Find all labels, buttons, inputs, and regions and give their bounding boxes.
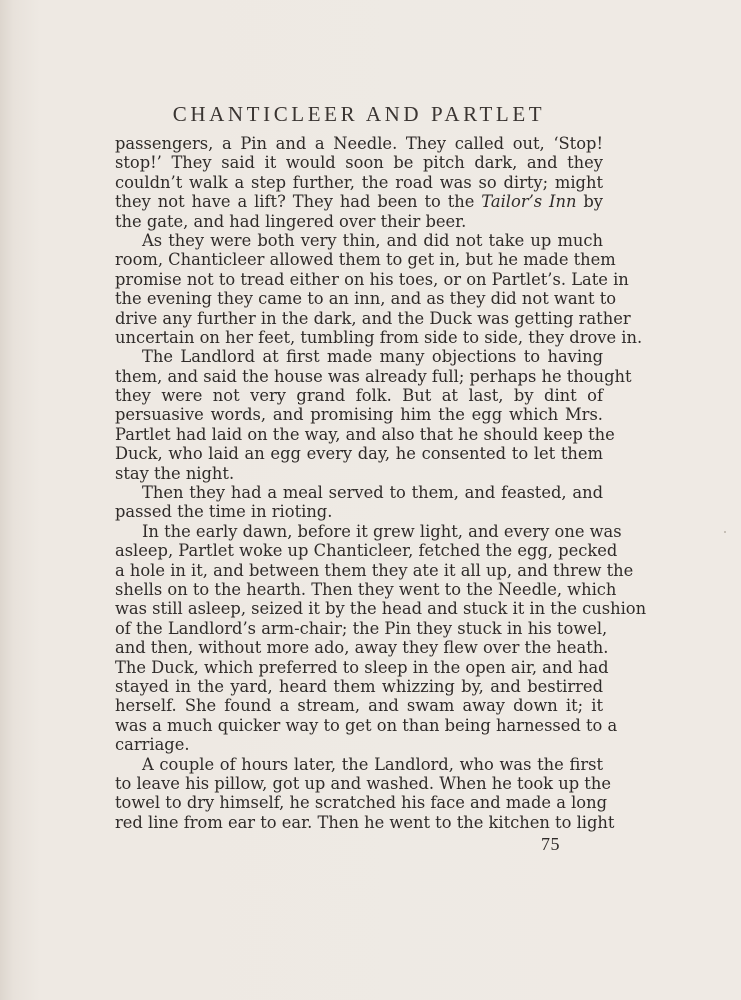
page-number: 75 xyxy=(541,834,560,854)
text-line: passed the time in rioting. xyxy=(115,502,333,522)
text-line: the gate, and had lingered over their beer. xyxy=(115,211,467,231)
text-line: The Duck, which preferred to sleep in the open air, and had xyxy=(115,657,609,677)
text-line: of the Landlord’s arm-chair; the Pin they stuck in his towel, xyxy=(115,618,608,638)
running-head: CHANTICLEER AND PARTLET xyxy=(172,102,546,126)
text-line: the evening they came to an inn, and as they did not want to xyxy=(115,289,617,309)
text-line: to leave his pillow, got up and washed. When he took up the xyxy=(115,773,611,793)
text-line: they were not very grand folk. But at last, by dint of xyxy=(115,386,603,406)
text-line: drive any further in the dark, and the Duck was getting rather xyxy=(115,308,631,328)
text-line: and then, without more ado, away they flew over the heath. xyxy=(115,638,609,658)
paragraph-first-line: In the early dawn, before it grew light, and every one was xyxy=(142,521,622,541)
text-line: stay the night. xyxy=(115,463,235,483)
paragraph-first-line: The Landlord at first made many objections to having xyxy=(142,347,603,367)
text-line: herself. She found a stream, and swam away down it; it xyxy=(115,696,603,716)
text-line: was a much quicker way to get on than being harnessed to a xyxy=(115,715,618,735)
text-line: couldn’t walk a step further, the road was so dirty; might xyxy=(115,172,603,192)
text-line: asleep, Partlet woke up Chanticleer, fetched the egg, pecked xyxy=(115,541,618,561)
text-line: passengers, a Pin and a Needle. They called out, ‘Stop! xyxy=(115,134,603,153)
text-line: uncertain on her feet, tumbling from side to side, they drove in. xyxy=(115,327,643,347)
text-line: towel to dry himself, he scratched his face and made a long xyxy=(115,793,608,813)
text-line: a hole in it, and between them they ate it all up, and threw the xyxy=(115,560,634,580)
line-text-tail: by xyxy=(576,192,603,212)
text-line: them, and said the house was already full; perhaps he thought xyxy=(115,366,632,386)
text-line: red line from ear to ear. Then he went to the kitchen to light xyxy=(115,812,615,832)
text-line: Partlet had laid on the way, and also that he should keep the xyxy=(115,424,615,444)
text-line: Duck, who laid an egg every day, he consented to let them xyxy=(115,444,603,464)
text-line: persuasive words, and promising him the egg which Mrs. xyxy=(115,405,603,425)
text-line: room, Chanticleer allowed them to get in, but he made them xyxy=(115,250,616,270)
text-line: promise not to tread either on his toes, or on Partlet’s. Late in xyxy=(115,269,629,289)
text-line: carriage. xyxy=(115,735,190,755)
paper-speck xyxy=(724,531,726,533)
paragraph-first-line: A couple of hours later, the Landlord, who was the first xyxy=(142,754,603,774)
text-line: stayed in the yard, heard them whizzing by, and bestirred xyxy=(115,676,603,696)
line-text: they not have a lift? They had been to the xyxy=(115,192,482,212)
body-text xyxy=(115,134,647,832)
paragraph-first-line: As they were both very thin, and did not take up much xyxy=(142,230,603,250)
paragraph-first-line: Then they had a meal served to them, and feasted, and xyxy=(142,483,603,503)
text-line: shells on to the hearth. Then they went to the Needle, which xyxy=(115,579,617,599)
text-line-with-inn-name xyxy=(115,192,603,211)
text-line: stop!’ They said it would soon be pitch dark, and they xyxy=(115,153,603,173)
text-line: was still asleep, seized it by the head and stuck it in the cushion xyxy=(115,599,647,619)
inn-name: Tailor’s Inn xyxy=(481,192,577,212)
